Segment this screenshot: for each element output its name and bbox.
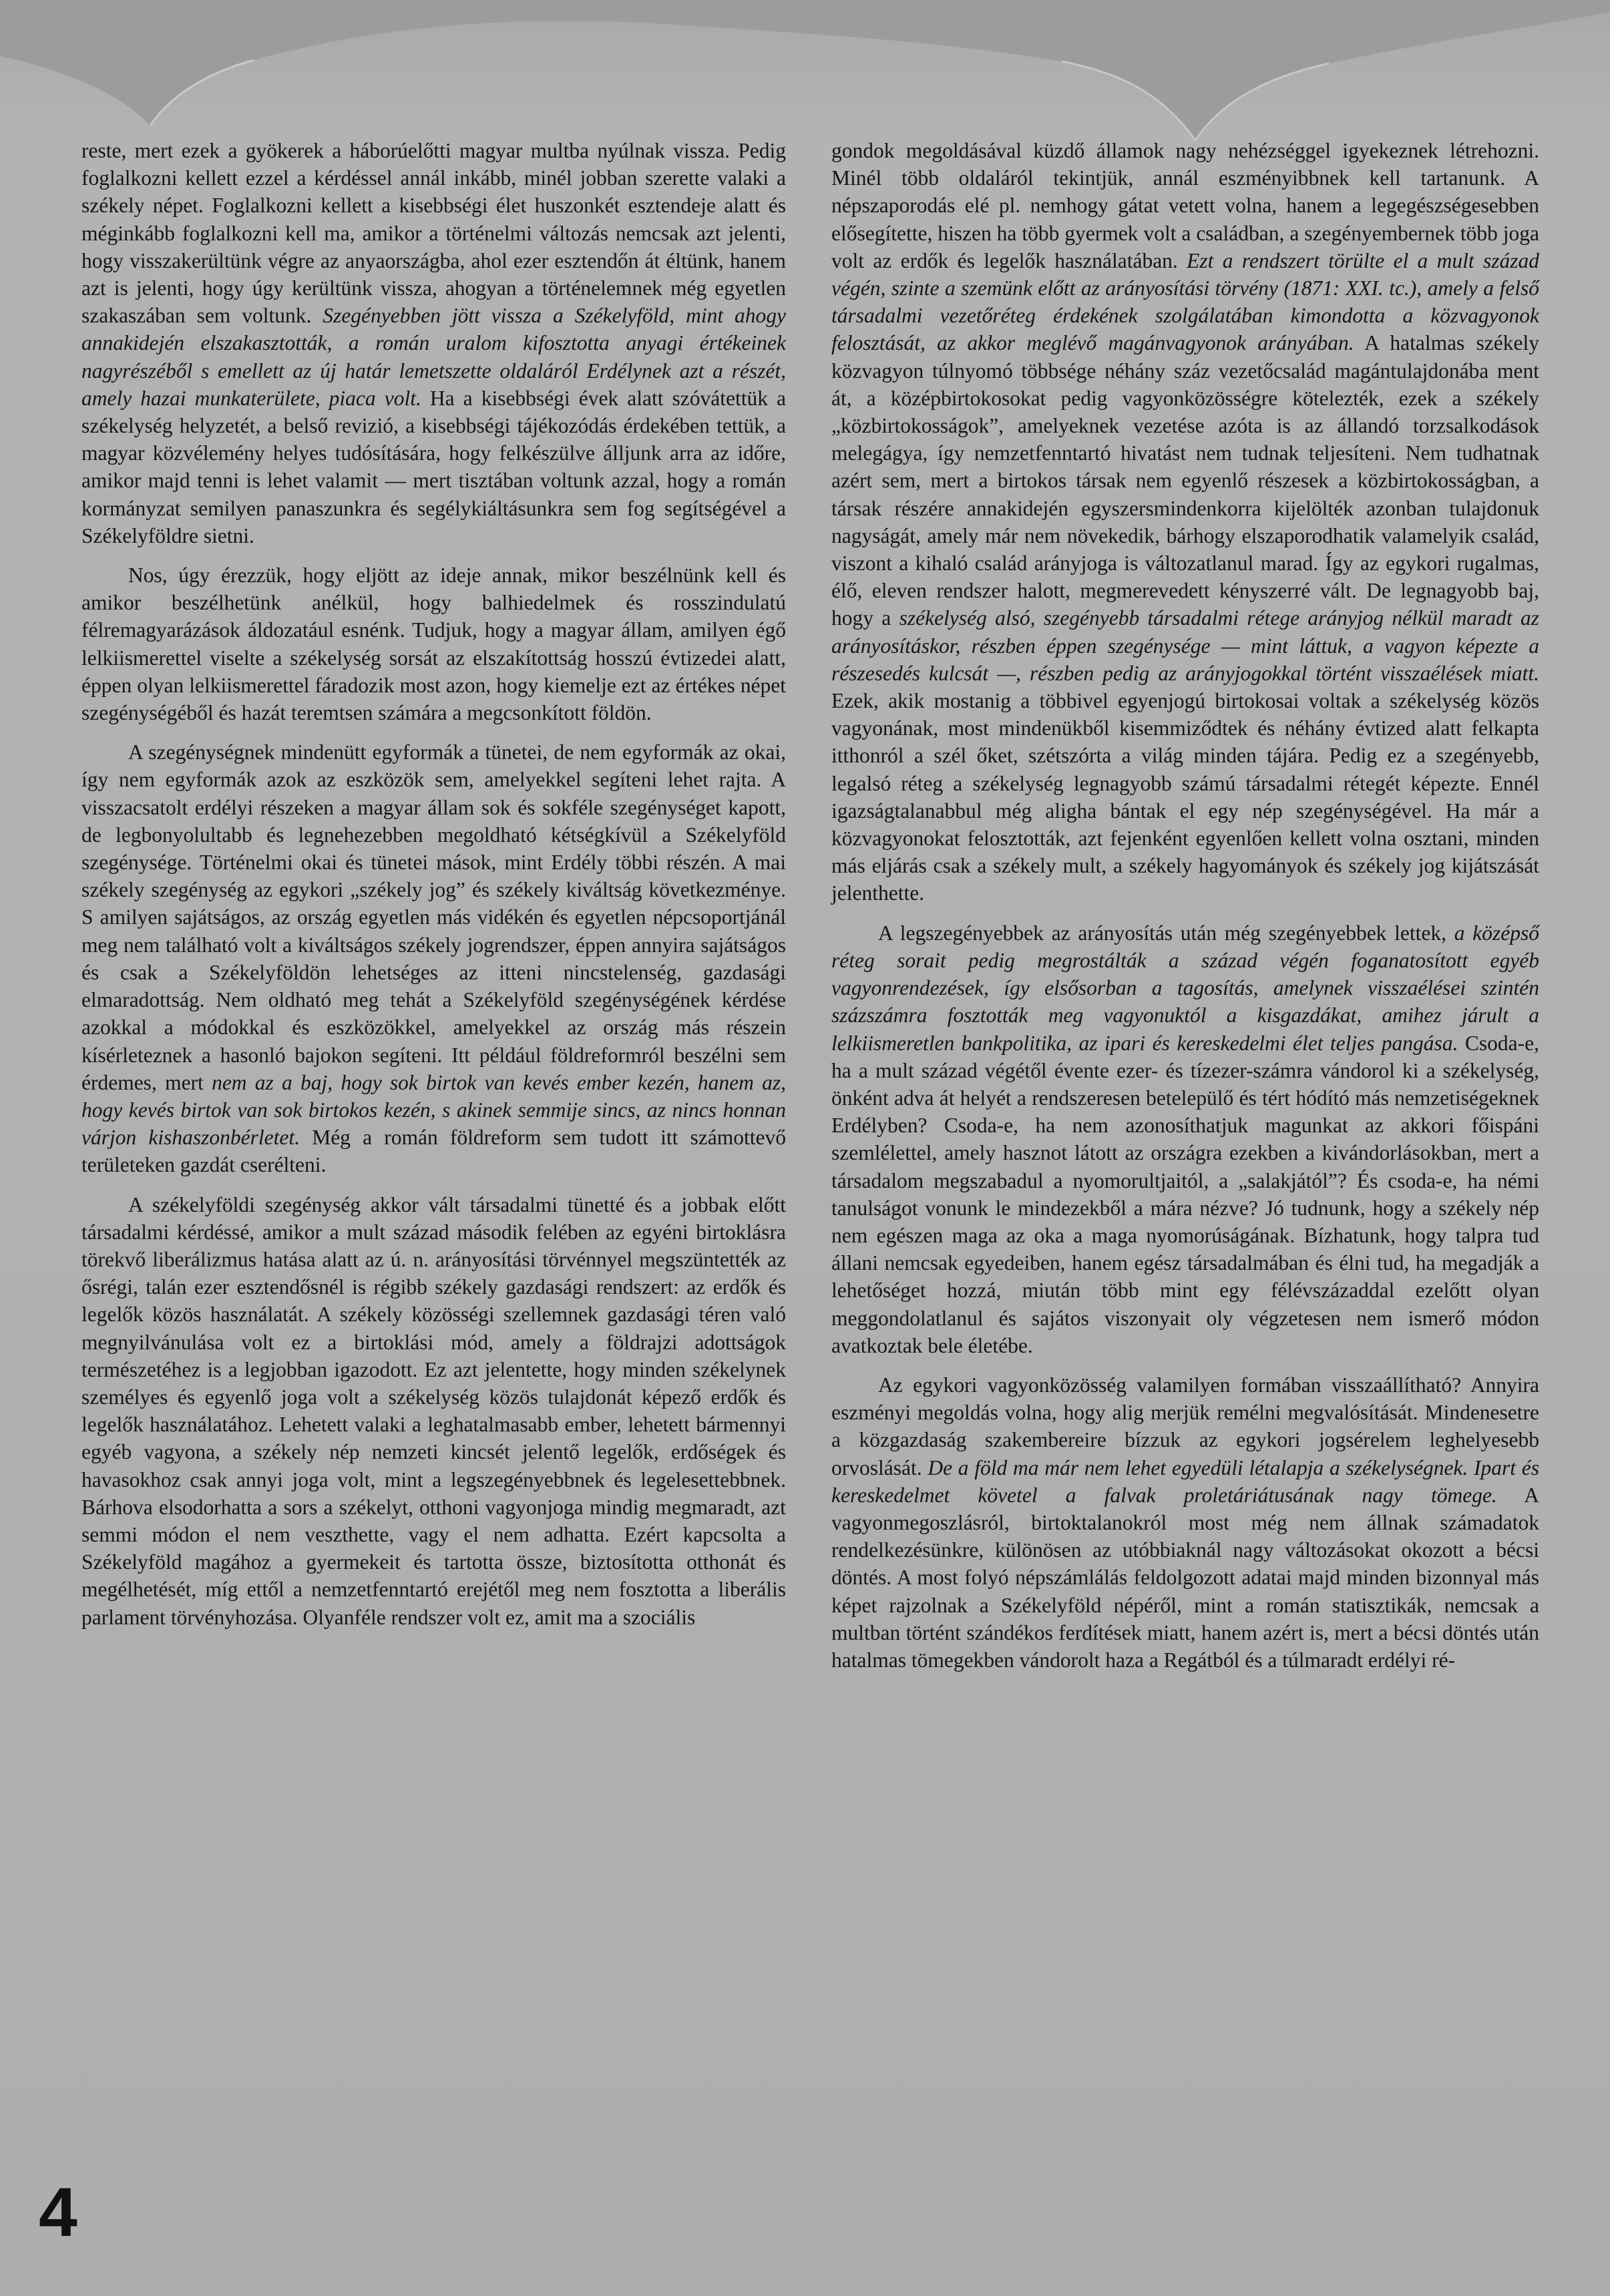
right-column-paragraph [831,137,1539,907]
body-text: A vagyonmegoszlásról, birtoktalanokról most még nem állnak számadatok rendelkezésünkre, különösen az utóbbiaknál nagy változásokat okozott a bécsi döntés. A most folyó népszámlálás feldolgozott adatai majd minden bizonnyal más képet rajzolnak a Székelyföld népéről, mint a román statisztikák, nemcsak a multban történt szándékos ferdítések miatt, hanem azért is, mert a bécsi döntés után hatalmas tömegekben vándorolt haza a Regátból és a túlmaradt erdélyi ré- [831,1483,1539,1672]
body-text: Ezek, akik mostanig a többivel egyenjogú birtokosai voltak a székelység közös vagyonának, most mindenükből kisemmiződtek és néhány évtized alatt felkapta itthonról a szél őket, szétszórta a világ minden tájára. Pedig ez a szegényebb, legalsó réteg a székelység legnagyobb számú társadalmi rétegét képezte. Ennél igazságtalanabbul még aligha bántak el egy nép szegénységével. Ha már a közvagyonokat felosztották, azt fejenként egyenlően kellett volna osztani, minden más eljárás csak a székely mult, a székely hagyományok és székely jog kijátszását jelenthette. [831,689,1539,905]
page-number: 4 [39,2174,77,2251]
torn-page-edge [0,0,1610,154]
body-text: Csoda-e, ha a mult század végétől évente ezer- és tízezer-számra vándorol ki a székelység, önként adva át helyét a rendszeresen betelepülő és tért hódító más nemzetiségeknek Erdélyben? Csoda-e, ha nem azonosíthatjuk magunkat az akkori főispáni szemlélettel, amely hasznot látott az országra ezekben a kivándorlásokban, mert a társadalom megszabadul a nyomorultjaitól, a „salakjától”? És csoda-e, ha némi tanulságot vonunk le mindezekből a mára nézve? Jó tudnunk, hogy a székely nép nem egészen maga az oka a maga nyomorúságának. Bízhatunk, hogy talpra tud állani nemcsak egyedeiben, hanem egész társadalmában és élni tud, ha megadják a lehetőséget hozzá, miután több mint egy félévszázaddal ezelőtt olyan meggondolatlanul és sajátos viszonyait oly végzetesen nem ismerő módon avatkoztak bele életébe. [831,1031,1539,1357]
body-text: A székelyföldi szegénység akkor vált társadalmi tünetté és a jobbak előtt társadalmi kérdéssé, amikor a mult század második felében az egyéni birtoklásra törekvő liberálizmus hatása alatt az ú. n. arányosítási törvénnyel megszüntették az ősrégi, talán ezer esztendősnél is régibb székely gazdasági rendszert: az erdők és legelők közös használatát. A székely közösségi szellemnek gazdasági téren való megnyilvánulása volt ez a birtoklási mód, amely a földrajzi adottságok természetéhez is a legjobban igazodott. Ez azt jelentette, hogy minden székelynek személyes és egyenlő joga volt a székelység közös tulajdonát képező erdők és legelők használatához. Lehetett valaki a leghatalmasabb ember, lehetett bármennyi egyéb vagyona, a székely nép nemzeti kincsét jelentő legelők, erdőségek és havasokhoz csak annyi joga volt, mint a legszegényebbnek és legelesettebbnek. Bárhova elsodorhatta a sors a székelyt, otthoni vagyonjoga mindig megmaradt, azt semmi módon el nem veszthette, vagy el nem adhatta. Ezért kapcsolta a Székelyföld magához a gyermekeit és tartotta össze, biztosította otthonát és megélhetését, míg ettől a nemzetfenntartó erejétől meg nem fosztotta a liberális parlament törvényhozása. Olyanféle rendszer volt ez, amit ma a szociális [81,1192,786,1629]
body-text: A hatalmas székely közvagyon túlnyomó többsége néhány száz vezetőcsalád magántulajdonába ment át, a középbirtokosokat pedig vagyonközösségre kötelezték, ezek a székely „közbirtokosságok”, amelyeknek vezetése azóta is az állandó torzsalkodások melegágya, így nemzetfenntartó hivatást nem tudnak teljesíteni. Nem tudhatnak azért sem, mert a birtokos társak nem egyenlő részesek a közbirtokosságban, a társak részére annakidején egyszersmindenkorra kijelölték azonban tulajdonuk nagyságát, amely már nem növekedik, bárhogy elszaporodhatik valamelyik család, viszont a kihaló család arányjoga is változatlanul marad. Így az egykori rugalmas, élő, eleven rendszer halott, megmerevedett kényszerré vált. De legnagyobb baj, hogy a [831,331,1540,630]
body-text: Még a román földreform sem tudott itt számottevő területeken gazdát cserélteni. [81,1126,786,1177]
emphasized-text: De a föld ma már nem lehet egyedüli létalapja a székelységnek. Ipart és kereskedelmet követel a falvak proletáriátusának nagy tömege. [831,1455,1539,1507]
body-text: Az egykori vagyonközösség valamilyen formában visszaállítható? Annyira eszményi megoldás volna, hogy alig merjük remélni megvalósítását. Mindenesetre a közgazdaság szakembereire bízzuk az egykori jogsérelem leghelyesebb orvoslását. [831,1373,1539,1479]
emphasized-text: Szegényebben jött vissza a Székelyföld, mint ahogy annakidején elszakasztották, a román uralom kifosztotta anyagi értékeinek nagyrészéből s emellett az új határ lemetszette oldaláról Erdélynek azt a részét, amely hazai munkaterülete, piaca volt. [81,304,786,410]
emphasized-text: Ezt a rendszert törülte el a mult század végén, szinte a szemünk előtt az arányosítási törvény (1871: XXI. tc.), amely a felső társadalmi vezetőréteg érdekének szolgálatában kimondotta a közvagyonok felosztását, az akkor meglévő magánvagyonok arányában. [831,248,1539,355]
left-text-column [81,137,786,1631]
right-text-column [831,137,1539,1674]
emphasized-text: nem az a baj, hogy sok birtok van kevés ember kezén, hanem az, hogy kevés birtok van sok birtokos kezén, s akinek semmije sincs, az nincs honnan várjon kishaszonbérletet. [81,1070,787,1150]
left-column-paragraph [81,1191,786,1631]
emphasized-text: a középső réteg sorait pedig megrostálták a század végén foganatosított egyéb vagyonrendezések, így elsősorban a tagosítás, amelynek visszaélései szintén százszámra fosztották meg vagyonuktól a kisgazdákat, amihez járult a lelkiismeretlen bankpolitika, az ipari és kereskedelmi élet teljes pangása. [831,921,1540,1055]
emphasized-text: székelység alsó, szegényebb társadalmi rétege arányjog nélkül maradt az arányosításkor, részben éppen szegénysége — mint láttuk, a vagyon képezte a részesedés kulcsát —, részben pedig az arányjogokkal történt visszaélések miatt. [831,606,1539,685]
body-text: Nos, úgy érezzük, hogy eljött az ideje annak, mikor beszélnünk kell és amikor beszélhetünk anélkül, hogy balhiedelmek és rosszindulatú félremagyarázások áldozatául esnénk. Tudjuk, hogy a magyar állam, amilyen égő lelkiismerettel viselte a székelység sorsát az elszakítottság hosszú évtizedei alatt, éppen olyan lelkiismerettel fáradozik most azon, hogy kiemelje ezt az értékes népet szegénységéből és hazát teremtsen számára a megcsonkított földön. [81,563,786,725]
body-text: reste, mert ezek a gyökerek a háborúelőtti magyar multba nyúlnak vissza. Pedig foglalkozni kellett ezzel a kérdéssel annál inkább, minél jobban szerette valaki a székely népet. Foglalkozni kellett a kisebbségi élet huszonkét esztendeje alatt és méginkább foglalkozni kell ma, amikor a történelmi változás nemcsak azt jelenti, hogy visszakerültünk végre az anyaországba, ahol ezer esztendőn át éltünk, hanem azt is jelenti, hogy úgy kerültünk vissza, ahogyan a történelemnek még egyetlen szakaszában sem voltunk. [81,139,786,328]
right-column-paragraph [831,1371,1539,1674]
left-column-paragraph [81,137,786,549]
body-text: A szegénységnek mindenütt egyformák a tünetei, de nem egyformák az okai, így nem egyformák azok az eszközök sem, amelyekkel segíteni lehet rajta. A visszacsatolt erdélyi részeken a magyar állam sok és sokféle szegénységet kapott, de legbonyolultabb és legnehezebben megoldható kétségkívül a Székelyföld szegénysége. Történelmi okai és tünetei mások, mint Erdély többi részén. A mai székely szegénység az egykori „székely jog” és székely kiváltság következménye. S amilyen sajátságos, az ország egyetlen más vidékén és egyetlen népcsoportjánál meg nem található volt a kiváltságos székely jogrendszer, éppen annyira sajátságos és csak a Székelyföldön lehetséges az itteni nincstelenség, gazdasági elmaradottság. Nem oldható meg tehát a Székelyföld szegénységének kérdése azokkal a módokkal és eszközökkel, amelyekkel az ország más részein kísérleteznek a hasonló bajokon segíteni. Itt például földreformról beszélni sem érdemes, mert [81,740,786,1094]
body-text: A legszegényebbek az arányosítás után még szegényebbek lettek, [878,921,1454,945]
body-text: Ha a kisebbségi évek alatt szóvátettük a székelység helyzetét, a belső revizió, a kisebbségi tájékozódás érdekében tettük, a magyar közvélemény helyes tudósítására, hogy felkészülve álljunk arra az időre, amikor majd tenni is lehet valamit — mert tisztában voltunk azzal, hogy a román kormányzat semilyen panaszunkra és segélykiáltásunkra sem fog segítségével a Székelyföldre sietni. [81,386,786,547]
right-column-paragraph [831,919,1539,1359]
left-column-paragraph [81,738,786,1178]
body-text: gondok megoldásával küzdő államok nagy nehézséggel igyekeznek létrehozni. Minél több oldaláról tekintjük, annál eszményibbnek kell tartanunk. A népszaporodás elé pl. nemhogy gátat vetett volna, hanem a legegészségesebben elősegítette, hiszen ha több gyermek volt a családban, a szegényembernek több joga volt az erdők és legelők használatában. [831,139,1539,272]
left-column-paragraph [81,561,786,726]
